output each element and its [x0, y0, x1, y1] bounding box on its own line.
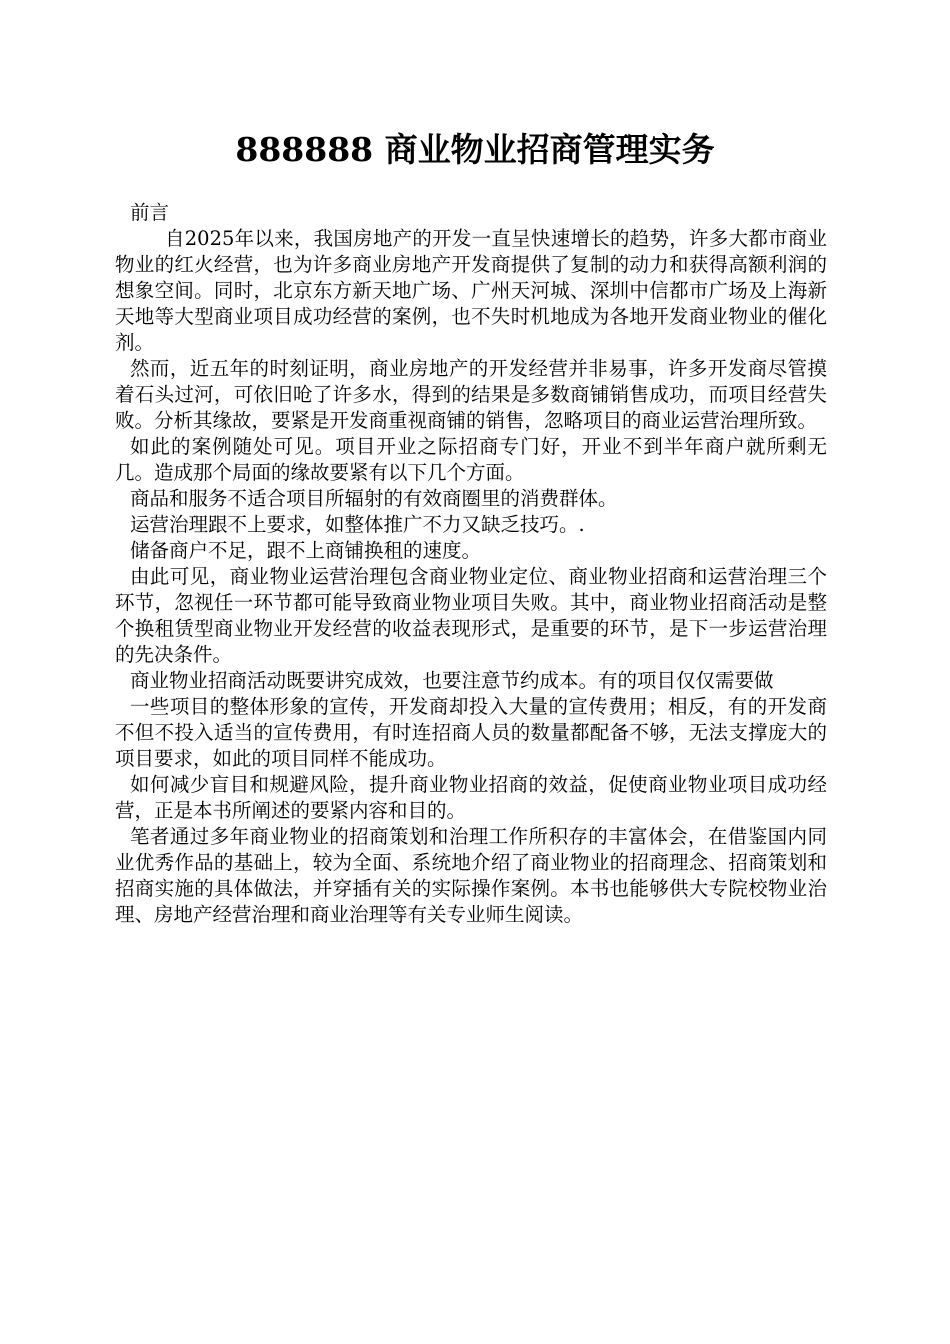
- paragraph: 由此可见，商业物业运营治理包含商业物业定位、商业物业招商和运营治理三个环节，忽视任一环节都可能导致商业物业项目失败。其中，商业物业招商活动是整个换租赁型商业物业开发经营的收益表现形式，是重要的环节，是下一步运营治理的先决条件。: [115, 565, 827, 666]
- paragraph: 运营治理跟不上要求，如整体推广不力又缺乏技巧。.: [130, 513, 585, 536]
- paragraph: 商业物业招商活动既要讲究成效，也要注意节约成本。有的项目仅仅需要做: [130, 669, 774, 692]
- document-title: 888888 商业物业招商管理实务: [235, 130, 715, 169]
- paragraph: 如何减少盲目和规避风险，提升商业物业招商的效益，促使商业物业项目成功经营，正是本书所阐述的要紧内容和目的。: [115, 773, 827, 822]
- paragraph: 一些项目的整体形象的宣传，开发商却投入大量的宣传费用；相反，有的开发商不但不投入适当的宣传费用，有时连招商人员的数量都配备不够，无法支撑庞大的项目要求，如此的项目同样不能成功。: [115, 695, 827, 770]
- paragraph: 自2025年以来，我国房地产的开发一直呈快速增长的趋势，许多大都市商业物业的红火经营，也为许多商业房地产开发商提供了复制的动力和获得高额利润的想象空间。同时，北京东方新天地广场、广州天河城、深圳中信都市广场及上海新天地等大型商业项目成功经营的案例，也不失时机地成为各地开发商业物业的催化剂。: [115, 227, 827, 354]
- paragraph: 笔者通过多年商业物业的招商策划和治理工作所积存的丰富体会，在借鉴国内同业优秀作品的基础上，较为全面、系统地介绍了商业物业的招商理念、招商策划和招商实施的具体做法，并穿插有关的实际操作案例。本书也能够供大专院校物业治理、房地产经营治理和商业治理等有关专业师生阅读。: [115, 825, 827, 926]
- paragraph: 如此的案例随处可见。项目开业之际招商专门好，开业不到半年商户就所剩无几。造成那个局面的缘故要紧有以下几个方面。: [115, 435, 827, 484]
- paragraph-preface-heading: 前言: [130, 201, 170, 224]
- document-body: [115, 200, 827, 928]
- paragraph: 商品和服务不适合项目所辐射的有效商圈里的消费群体。: [130, 487, 618, 510]
- paragraph: 然而，近五年的时刻证明，商业房地产的开发经营并非易事，许多开发商尽管摸着石头过河，可依旧呛了许多水，得到的结果是多数商铺销售成功，而项目经营失败。分析其缘故，要紧是开发商重视商铺的销售，忽略项目的商业运营治理所致。: [115, 357, 827, 432]
- paragraph: 储备商户不足，跟不上商铺换租的速度。: [130, 539, 482, 562]
